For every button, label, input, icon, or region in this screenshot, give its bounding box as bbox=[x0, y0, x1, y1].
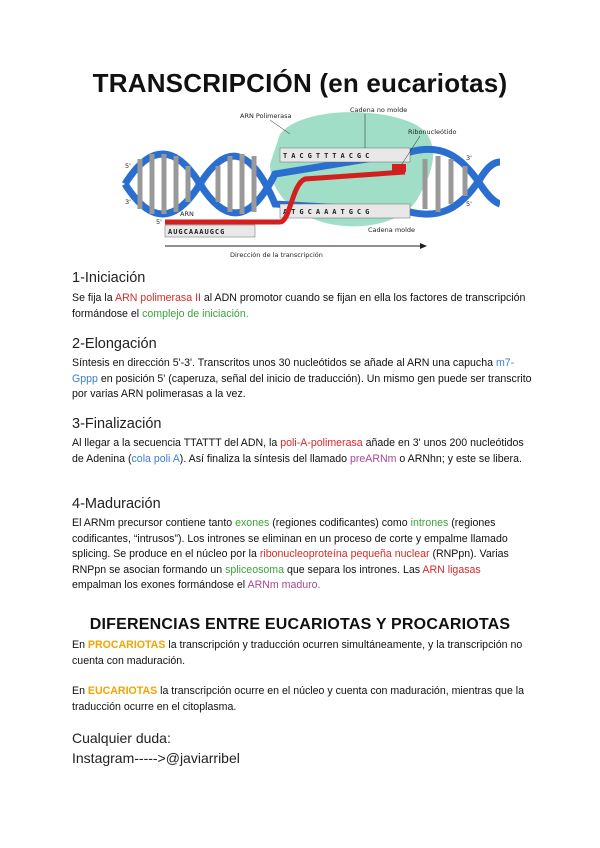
highlighted-term: intrones bbox=[410, 517, 449, 529]
differences-heading: DIFERENCIAS ENTRE EUCARIOTAS Y PROCARIOTAS bbox=[89, 616, 511, 633]
label-ribonucleotido: Ribonucleótido bbox=[408, 128, 457, 136]
label-five-prime-right: 5' bbox=[466, 200, 472, 208]
highlighted-term: complejo de iniciación. bbox=[142, 307, 249, 320]
direction-arrowhead bbox=[420, 243, 427, 249]
text-run: (regiones codificantes, “intrusos”). Los intrones se eliminan en un proceso de corte y empalme llamado splicing. Se produce en el núcleo por la bbox=[72, 517, 508, 560]
procariotas-paragraph bbox=[72, 638, 532, 669]
footer-line-2: Instagram----->@javiarribel bbox=[72, 750, 240, 766]
text-run: en posición 5' (caperuza, señal del inicio de traducción). Un mismo gen puede ser transcrito por varias ARN polimerasas a la vez. bbox=[72, 372, 532, 400]
highlighted-term: poli-A-polimerasa bbox=[280, 437, 363, 449]
text-run: En bbox=[72, 639, 88, 651]
label-five-prime-top: 5' bbox=[125, 162, 131, 170]
bottom-bases: ATGCAAATGCG bbox=[283, 208, 374, 216]
highlighted-term: ARN polimerasa II bbox=[115, 292, 201, 304]
section-heading: 2-Elongación bbox=[72, 336, 157, 352]
label-arn: ARN bbox=[180, 210, 194, 218]
label-five-prime-rna: 5' bbox=[156, 218, 162, 226]
section-paragraph bbox=[72, 436, 532, 467]
text-run: que separa los intrones. Las bbox=[284, 563, 423, 576]
eucariotas-paragraph bbox=[72, 684, 532, 715]
incoming-ribonucleotide bbox=[392, 164, 406, 172]
highlighted-term: preARNm bbox=[349, 452, 397, 465]
text-run: (RNPpn). Varias RNPpn se asocian formando un bbox=[72, 548, 509, 576]
highlighted-term: spliceosoma bbox=[225, 563, 284, 576]
text-run: la transcripción ocurre en el núcleo y cuenta con maduración, mientras que la traducción ocurre en el citoplasma. bbox=[72, 685, 525, 713]
text-run: (regiones codificantes) como bbox=[269, 517, 411, 529]
text-run: la transcripción y traducción ocurren simultáneamente, y la transcripción no cuenta con maduración. bbox=[72, 639, 523, 667]
text-run: Se fija la bbox=[72, 292, 115, 304]
text-run: o ARNhn; y este se libera. bbox=[396, 452, 522, 465]
text-run: El ARNm precursor contiene tanto bbox=[72, 517, 236, 529]
section-paragraph bbox=[72, 291, 532, 322]
highlighted-term: ribonucleoproteína pequeña nuclear bbox=[259, 548, 430, 560]
label-direccion: Dirección de la transcripción bbox=[230, 251, 323, 259]
page-title: TRANSCRIPCIÓN (en eucariotas) bbox=[92, 68, 508, 98]
label-three-prime-left: 3' bbox=[125, 198, 131, 206]
text-run: empalman los exones formándose el bbox=[72, 579, 248, 591]
label-arn-polimerasa: ARN Polimerasa bbox=[240, 112, 292, 120]
leader-arn-polimerasa bbox=[270, 120, 290, 134]
label-cadena-molde: Cadena molde bbox=[368, 226, 416, 234]
top-bases: TACGTTTACGC bbox=[283, 152, 374, 160]
label-cadena-no-molde: Cadena no molde bbox=[350, 106, 408, 114]
footer-line-1: Cualquier duda: bbox=[72, 730, 171, 746]
rna-bases: AUGCAAAUGCG bbox=[168, 228, 226, 236]
text-run: Al llegar a la secuencia TTATTT del ADN, la bbox=[72, 437, 281, 449]
highlighted-term: cola poli A bbox=[131, 452, 180, 465]
highlighted-term: EUCARIOTAS bbox=[87, 685, 158, 697]
text-run: En bbox=[72, 685, 88, 697]
highlighted-term: ARNm maduro. bbox=[247, 579, 321, 591]
section-heading: 3-Finalización bbox=[72, 416, 162, 432]
highlighted-term: ARN ligasas bbox=[422, 563, 481, 576]
text-run: Síntesis en dirección 5'-3'. Transcritos unos 30 nucleótidos se añade al ARN una capucha bbox=[72, 357, 496, 369]
section-paragraph bbox=[72, 356, 532, 403]
highlighted-term: PROCARIOTAS bbox=[87, 639, 166, 651]
label-three-prime-right: 3' bbox=[466, 154, 472, 162]
text-run: al ADN promotor cuando se fijan en ella los factores de transcripción formándose el bbox=[72, 292, 526, 320]
section-paragraph bbox=[72, 516, 532, 594]
text-run: añade en 3' unos 200 nucleótidos de Adenina ( bbox=[72, 437, 524, 465]
section-heading: 1-Iniciación bbox=[72, 270, 146, 286]
highlighted-term: exones bbox=[235, 517, 270, 529]
transcription-diagram bbox=[120, 104, 500, 264]
section-heading: 4-Maduración bbox=[72, 496, 161, 512]
highlighted-term: m7-Gppp bbox=[72, 357, 515, 385]
text-run: ). Así finaliza la síntesis del llamado bbox=[179, 452, 350, 465]
